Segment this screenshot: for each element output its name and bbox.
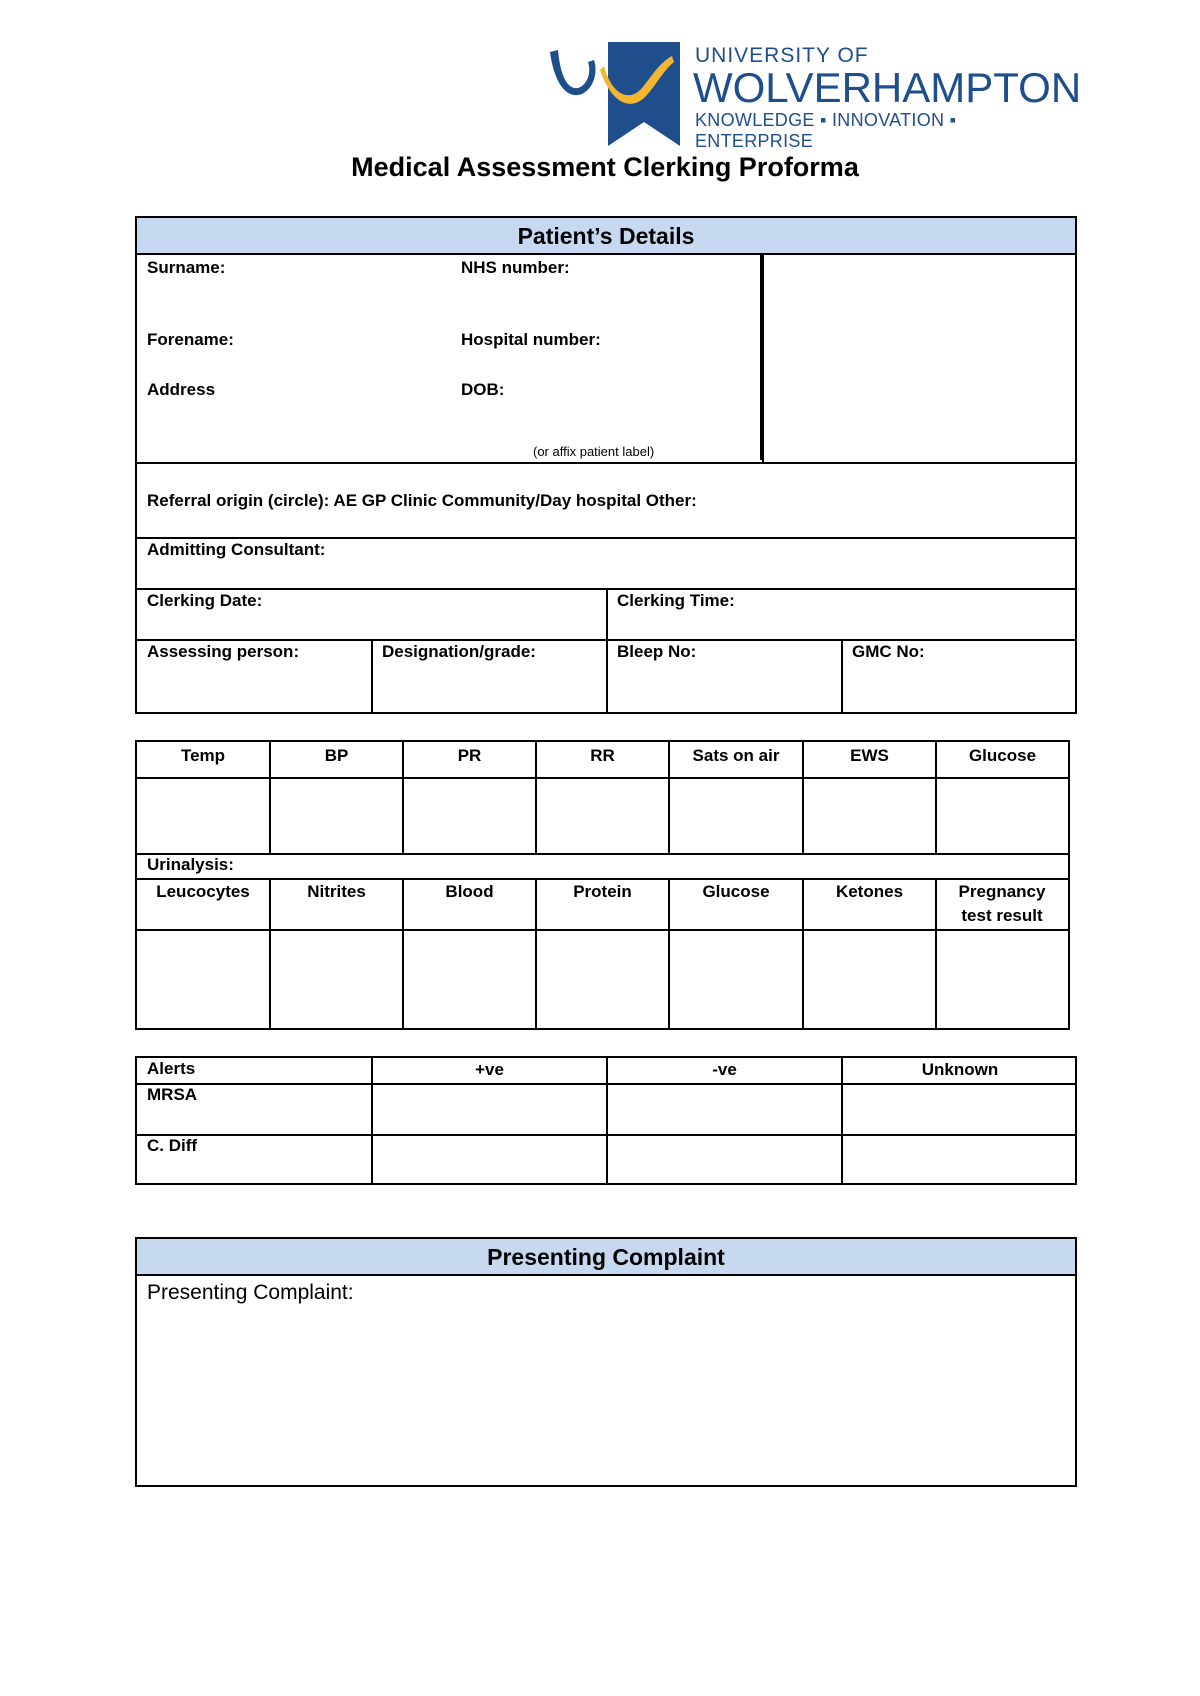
nhs-number-field[interactable]: NHS number: bbox=[461, 258, 570, 277]
alerts-col-alerts: Alerts bbox=[147, 1059, 196, 1078]
obs-col-temp: Temp bbox=[180, 746, 226, 765]
clerking-date-field[interactable]: Clerking Date: bbox=[147, 591, 263, 610]
logo-emblem-icon bbox=[548, 42, 688, 150]
alerts-section bbox=[135, 1056, 1077, 1185]
obs-col-ews: EWS bbox=[850, 746, 889, 765]
presenting-complaint-section bbox=[135, 1237, 1077, 1487]
university-logo bbox=[548, 42, 1082, 151]
bleep-field[interactable]: Bleep No: bbox=[617, 642, 697, 661]
urinalysis-col-glucose: Glucose bbox=[702, 882, 770, 901]
logo-line-2: WOLVERHAMPTON bbox=[693, 64, 1082, 111]
clerking-time-field[interactable]: Clerking Time: bbox=[617, 591, 735, 610]
urinalysis-col-blood: Blood bbox=[445, 882, 494, 901]
alerts-col-positive: +ve bbox=[475, 1060, 504, 1079]
hospital-number-field[interactable]: Hospital number: bbox=[461, 330, 601, 349]
obs-col-glucose: Glucose bbox=[968, 746, 1037, 765]
presenting-complaint-header: Presenting Complaint bbox=[137, 1239, 1075, 1276]
logo-line-3: KNOWLEDGE ▪ INNOVATION ▪ ENTERPRISE bbox=[695, 110, 957, 151]
logo-line-1: UNIVERSITY OF bbox=[695, 44, 869, 67]
patient-details-header: Patient’s Details bbox=[137, 218, 1075, 255]
observations-section bbox=[135, 740, 1070, 1030]
obs-col-sats: Sats on air bbox=[692, 746, 780, 765]
dob-field[interactable]: DOB: bbox=[461, 380, 505, 399]
patient-label-note: (or affix patient label) bbox=[533, 444, 655, 459]
gmc-field[interactable]: GMC No: bbox=[852, 642, 925, 661]
urinalysis-col-ketones: Ketones bbox=[835, 882, 904, 901]
urinalysis-label: Urinalysis: bbox=[147, 855, 234, 874]
address-field[interactable]: Address bbox=[147, 380, 216, 399]
assessing-person-field[interactable]: Assessing person: bbox=[147, 642, 300, 661]
alert-row-mrsa: MRSA bbox=[147, 1085, 198, 1104]
referral-origin-field[interactable]: Referral origin (circle): AE GP Clinic Community/Day hospital Other: bbox=[147, 491, 697, 510]
patient-details-section bbox=[135, 216, 1077, 714]
urinalysis-col-pregnancy: Pregnancy test result bbox=[958, 882, 1046, 925]
document-title: Medical Assessment Clerking Proforma bbox=[351, 152, 859, 182]
presenting-complaint-field[interactable]: Presenting Complaint: bbox=[147, 1281, 354, 1304]
alerts-col-unknown: Unknown bbox=[921, 1060, 999, 1079]
surname-field[interactable]: Surname: bbox=[147, 258, 226, 277]
obs-col-bp: BP bbox=[324, 746, 349, 765]
alert-row-cdiff: C. Diff bbox=[147, 1136, 198, 1155]
obs-col-rr: RR bbox=[590, 746, 615, 765]
urinalysis-col-nitrites: Nitrites bbox=[307, 882, 366, 901]
admitting-consultant-field[interactable]: Admitting Consultant: bbox=[147, 540, 326, 559]
obs-col-pr: PR bbox=[457, 746, 482, 765]
forename-field[interactable]: Forename: bbox=[147, 330, 234, 349]
label-divider bbox=[762, 255, 764, 462]
alerts-col-negative: -ve bbox=[712, 1060, 737, 1079]
urinalysis-col-leucocytes: Leucocytes bbox=[156, 882, 250, 901]
urinalysis-col-protein: Protein bbox=[573, 882, 632, 901]
designation-field[interactable]: Designation/grade: bbox=[382, 642, 536, 661]
